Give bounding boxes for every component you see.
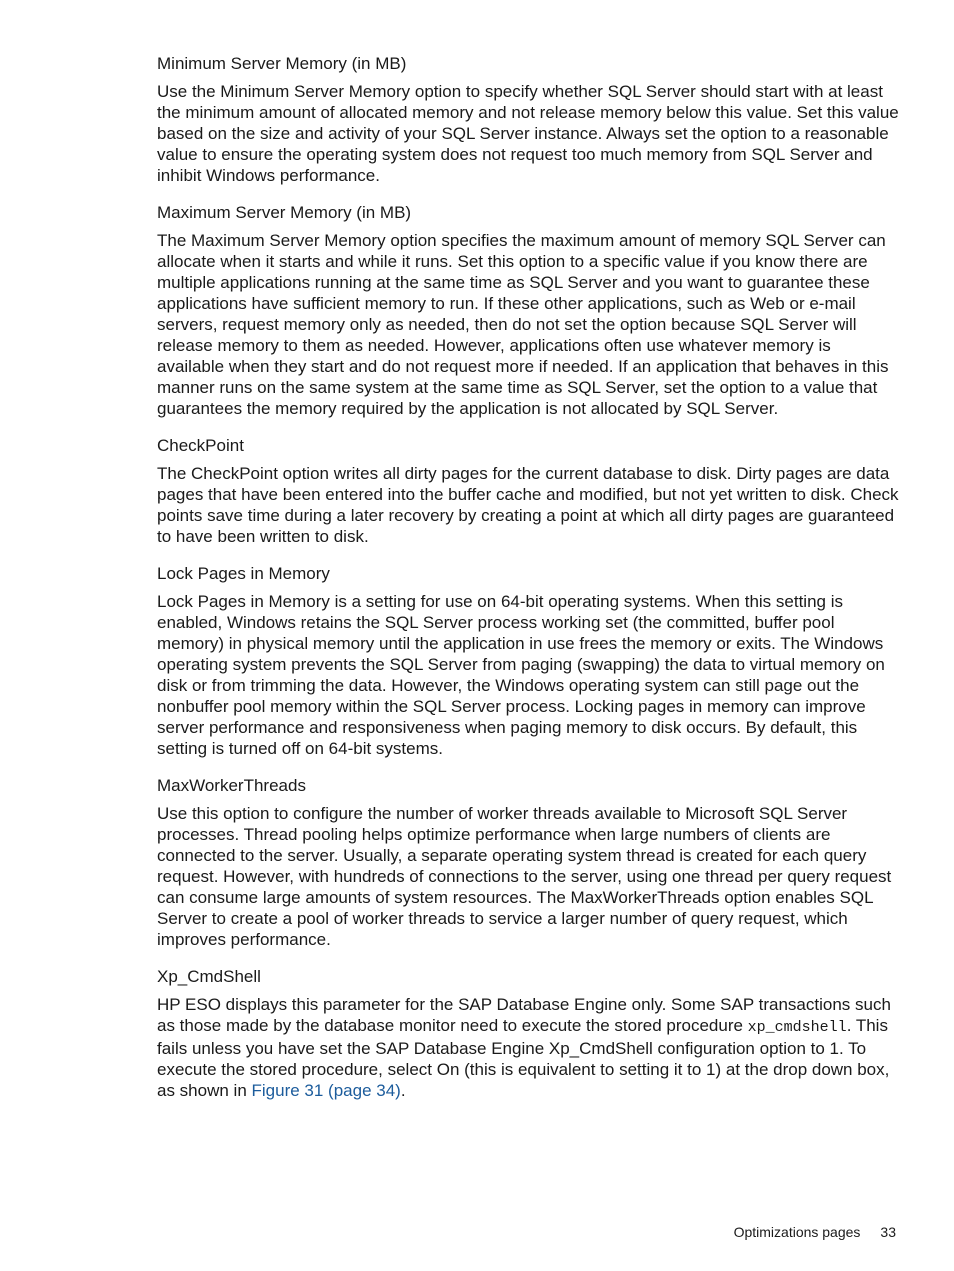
xp-cmdshell-text-part-2: . This fails unless you have set the SAP Database Engine Xp_CmdShell configuration option to 1. To execute the stored procedure, select On (this is equivalent to setting it to 1) at the drop down box, as shown in <box>157 1016 890 1100</box>
term-maxworkerthreads: MaxWorkerThreads <box>157 776 306 795</box>
footer-section-title: Optimizations pages <box>733 1224 861 1240</box>
term-lock-pages-in-memory: Lock Pages in Memory <box>157 564 330 583</box>
term-minimum-server-memory: Minimum Server Memory (in MB) <box>157 54 407 73</box>
xp-cmdshell-text-part-1: HP ESO displays this parameter for the SAP Database Engine only. Some SAP transactions such as those made by the database monitor need to execute the stored procedure <box>157 995 891 1035</box>
term-maximum-server-memory: Maximum Server Memory (in MB) <box>157 203 412 222</box>
page-number: 33 <box>880 1224 896 1240</box>
xp-cmdshell-text-end: . <box>400 1081 406 1100</box>
document-body <box>157 53 899 1117</box>
description-lock-pages-in-memory: Lock Pages in Memory is a setting for use on 64-bit operating systems. When this setting is enabled, Windows retains the SQL Server process working set (the committed, buffer pool memory) in physical memory until the application in use frees the memory or exits. The Windows operating system prevents the SQL Server from paging (swapping) the data to virtual memory on disk or from trimming the data. However, the Windows operating system can still page out the nonbuffer pool memory within the SQL Server process. Locking pages in memory can improve server performance and responsiveness when paging memory to disk occurs. By default, this setting is turned off on 64-bit systems. <box>157 592 885 758</box>
description-maxworkerthreads: Use this option to configure the number of worker threads available to Microsoft SQL Server processes. Thread pooling helps optimize performance when large numbers of clients are connected to the server. Usually, a separate operating system thread is created for each query request. However, with hundreds of connections to the server, using one thread per query request can consume large amounts of system resources. The MaxWorkerThreads option enables SQL Server to create a pool of worker threads to service a larger number of query request, which improves performance. <box>157 804 892 949</box>
term-checkpoint: CheckPoint <box>157 436 244 455</box>
description-minimum-server-memory: Use the Minimum Server Memory option to specify whether SQL Server should start with at least the minimum amount of allocated memory and not release memory below this value. Set this value based on the size and activity of your SQL Server instance. Always set the option to a reasonable value to ensure the operating system does not request too much memory from SQL Server and inhibit Windows performance. <box>157 82 899 185</box>
description-checkpoint: The CheckPoint option writes all dirty pages for the current database to disk. Dirty pages are data pages that have been entered into the buffer cache and modified, but not yet written to disk. Check points save time during a later recovery by creating a point at which all dirty pages are guaranteed to have been written to disk. <box>157 464 899 546</box>
description-maximum-server-memory: The Maximum Server Memory option specifies the maximum amount of memory SQL Server can allocate when it starts and while it runs. Set this option to a specific value if you know there are multiple applications running at the same time as SQL Server and you want to guarantee these applications have sufficient memory to run. If these other applications, such as Web or e-mail servers, request memory only as needed, then do not set the option because SQL Server will release memory to them as needed. However, applications often use whatever memory is available when they start and do not request more if needed. If an application that behaves in this manner runs on the same system at the same time as SQL Server, set the option to a value that guarantees the memory required by the application is not allocated by SQL Server. <box>157 231 889 418</box>
term-xp-cmdshell: Xp_CmdShell <box>157 967 261 986</box>
description-xp-cmdshell <box>157 994 899 1101</box>
figure-31-link[interactable]: Figure 31 (page 34) <box>251 1081 401 1100</box>
page-footer <box>734 1222 896 1242</box>
stored-procedure-code: xp_cmdshell <box>747 1019 847 1036</box>
